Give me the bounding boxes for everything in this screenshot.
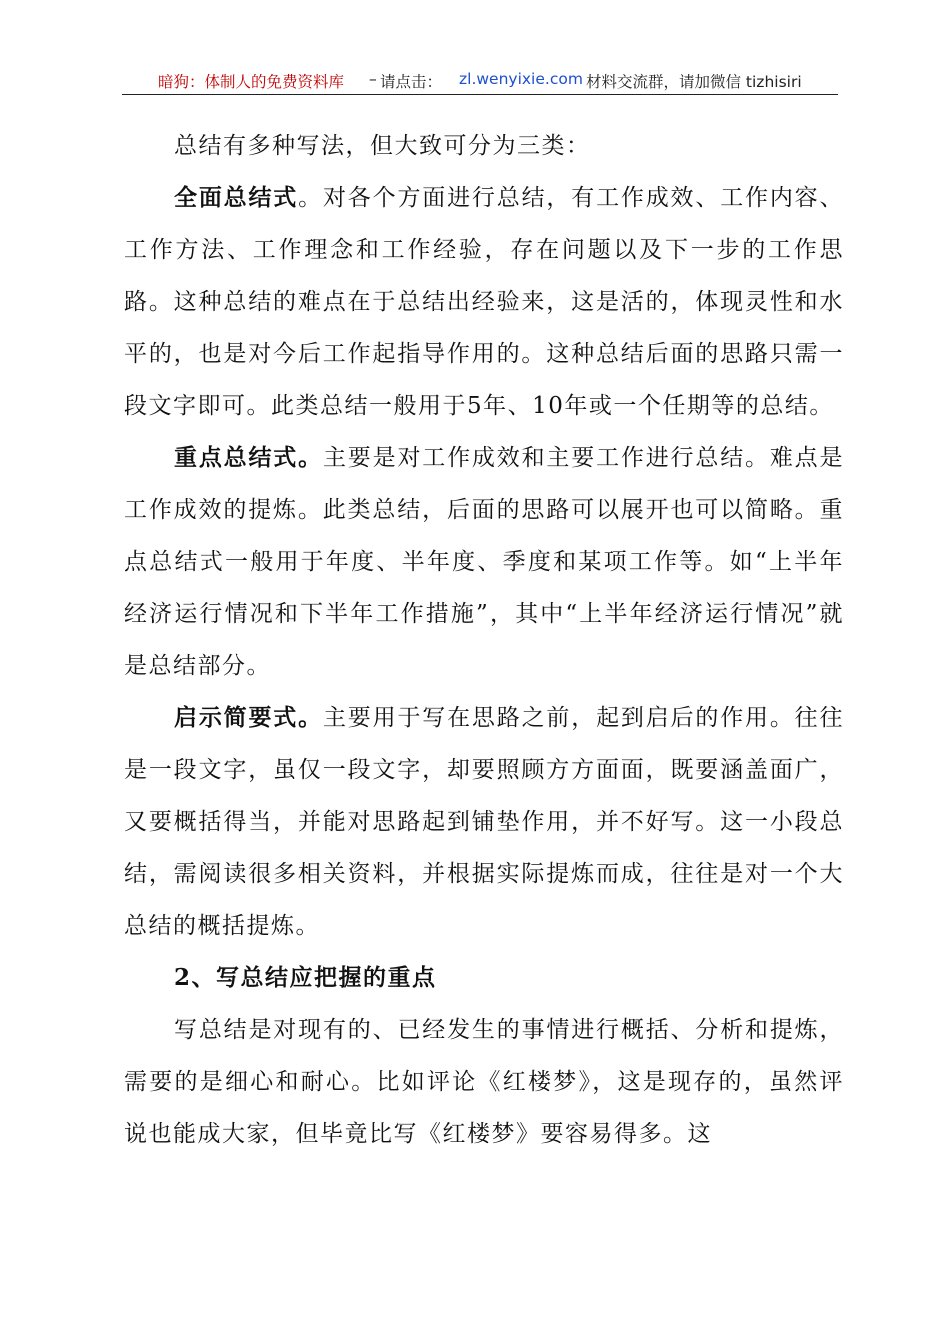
type2-title: 重点总结式。 xyxy=(174,444,323,471)
section-text: 写总结是对现有的、已经发生的事情进行概括、分析和提炼，需要的是细心和耐心。比如评论《红楼梦》，这是现存的，虽然评说也能成大家，但毕竟比写《红楼梦》要容易得多。这 xyxy=(124,1017,844,1147)
type1-text: 。对各个方面进行总结，有工作成效、工作内容、工作方法、工作理念和工作经验，存在问题以及下一步的工作思路。这种总结的难点在于总结出经验来，这是活的，体现灵性和水平的，也是对今后工作起指导作用的。这种总结后面的思路只需一段文字即可。此类总结一般用于5年、10年或一个任期等的总结。 xyxy=(124,185,845,419)
type2-text: 主要是对工作成效和主要工作进行总结。难点是工作成效的提炼。此类总结，后面的思路可以展开也可以简略。重点总结式一般用于年度、半年度、季度和某项工作等。如“上半年经济运行情况和下半年工作措施”，其中“上半年经济运行情况”就是总结部分。 xyxy=(124,445,845,679)
header-prompt: 请点击： xyxy=(380,73,443,91)
type3-title: 启示简要式。 xyxy=(174,704,323,731)
page-header xyxy=(122,68,838,95)
type3-paragraph xyxy=(124,692,844,952)
type3-text: 主要用于写在思路之前，起到启后的作用。往往是一段文字，虽仅一段文字，却要照顾方方面面，既要涵盖面广，又要概括得当，并能对思路起到铺垫作用，并不好写。这一小段总结，需阅读很多相关资料，并根据实际提炼而成，往往是对一个大总结的概括提炼。 xyxy=(124,705,845,939)
intro-paragraph xyxy=(124,120,844,172)
section-paragraph xyxy=(124,1004,844,1160)
type2-paragraph xyxy=(124,432,844,692)
header-brand: 暗狗：体制人的免费资料库 xyxy=(158,73,345,91)
header-url-link[interactable]: zl.wenyixie.com xyxy=(459,70,583,88)
document-body xyxy=(124,120,844,1160)
header-dash: – xyxy=(369,70,377,88)
type1-title: 全面总结式 xyxy=(174,184,299,211)
section-heading: 2、写总结应把握的重点 xyxy=(174,964,437,991)
header-contact: 材料交流群，请加微信 tizhisiri xyxy=(586,73,802,91)
intro-text: 总结有多种写法，但大致可分为三类： xyxy=(174,133,591,159)
type1-paragraph xyxy=(124,172,844,432)
